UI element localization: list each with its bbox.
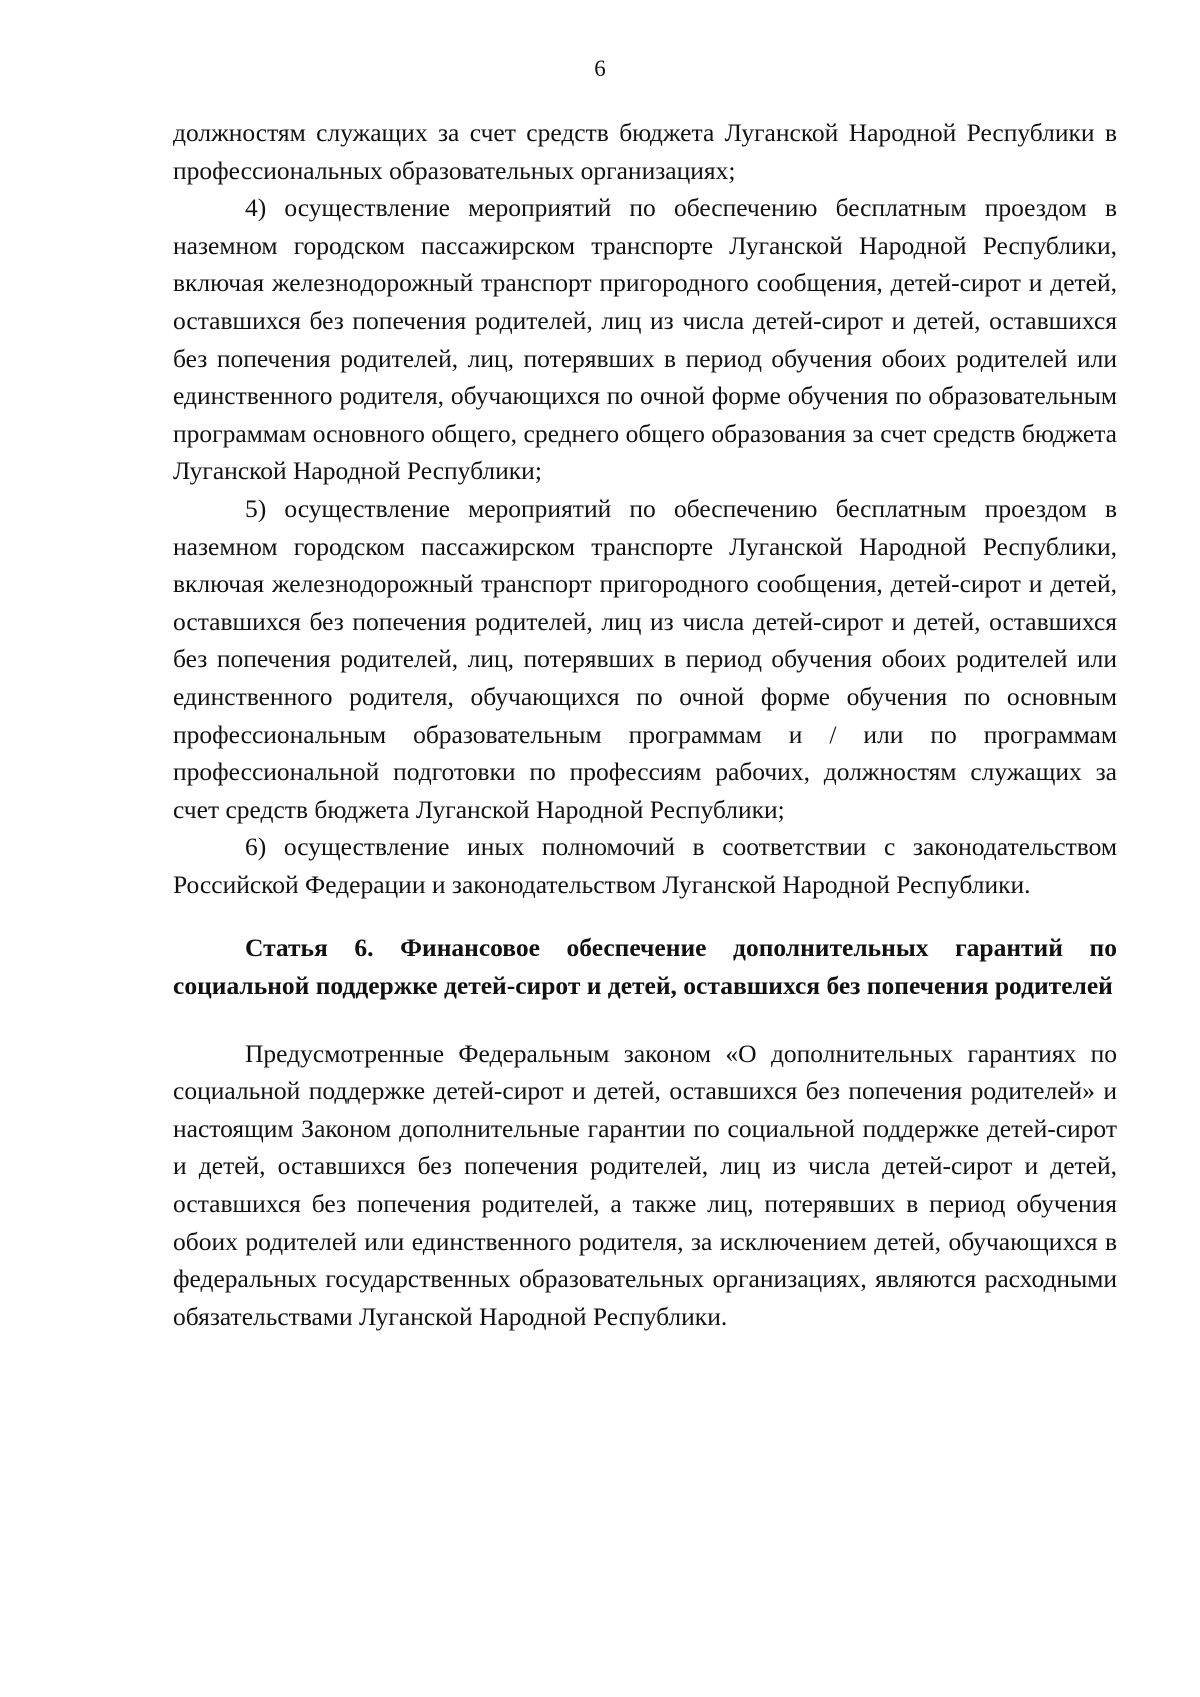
paragraph-item-4: 4) осуществление мероприятий по обеспечению бесплатным проездом в наземном городском пассажирском транспорте Луганской Народной Республики, включая железнодорожный транспорт пригородного сообщения, детей-сирот и детей, оставшихся без попечения родителей, лиц из числа детей-сирот и детей, оставшихся без попечения родителей, лиц, потерявших в период обучения обоих родителей или единственного родителя, обучающихся по очной форме обучения по образовательным программам основного общего, среднего общего образования за счет средств бюджета Луганской Народной Республики; [173, 193, 1117, 486]
paragraph-continuation: должностям служащих за счет средств бюджета Луганской Народной Республики в профессиональных образовательных организациях; [173, 118, 1117, 185]
paragraph-item-6: 6) осуществление иных полномочий в соответствии с законодательством Российской Федерации и законодательством Луганской Народной Республики. [173, 832, 1117, 899]
article-6-text: Предусмотренные Федеральным законом «О дополнительных гарантиях по социальной поддержке детей-сирот и детей, оставшихся без попечения родителей» и настоящим Законом дополнительные гарантии по социальной поддержке детей-сирот и детей, оставшихся без попечения родителей, лиц из числа детей-сирот и детей, оставшихся без попечения родителей, а также лиц, потерявших в период обучения обоих родителей или единственного родителя, за исключением детей, обучающихся в федеральных государственных образовательных организациях, являются расходными обязательствами Луганской Народной Республики. [173, 1038, 1117, 1331]
page-number: 6 [594, 56, 606, 81]
article-6-title: Статья 6. Финансовое обеспечение дополнительных гарантий по социальной поддержке детей-сирот и детей, оставшихся без попечения родителей [173, 933, 1117, 1001]
document-body [173, 114, 1117, 1335]
paragraph-item-5: 5) осуществление мероприятий по обеспечению бесплатным проездом в наземном городском пассажирском транспорте Луганской Народной Республики, включая железнодорожный транспорт пригородного сообщения, детей-сирот и детей, оставшихся без попечения родителей, лиц из числа детей-сирот и детей, оставшихся без попечения родителей, лиц, потерявших в период обучения обоих родителей или единственного родителя, обучающихся по очной форме обучения по основным профессиональным образовательным программам и / или по программам профессиональной подготовки по профессиям рабочих, должностям служащих за счет средств бюджета Луганской Народной Республики; [173, 493, 1117, 824]
